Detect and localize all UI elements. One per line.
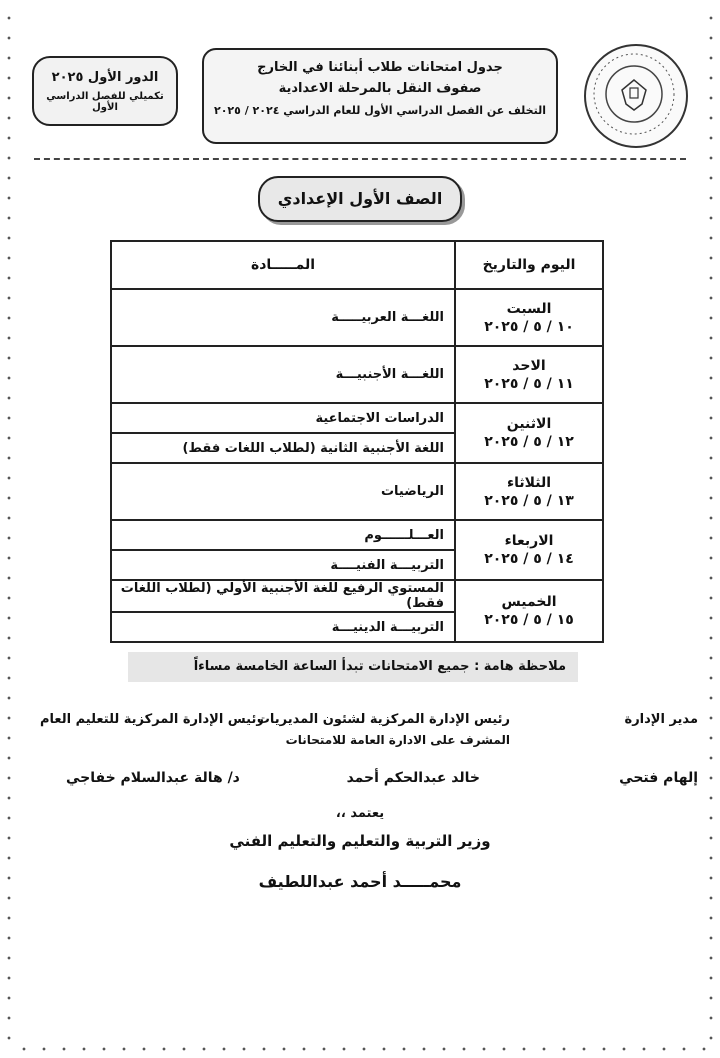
exam-schedule-table <box>110 240 604 643</box>
ministry-logo-icon <box>584 44 688 148</box>
subject-cell: الدراسات الاجتماعية <box>111 403 455 433</box>
subject-cell: التربيـــة الفنيــــة <box>111 550 455 580</box>
table-row <box>111 580 603 612</box>
day-name: الاحد <box>512 357 546 374</box>
approval-title: وزير التربية والتعليم والتعليم الفني <box>229 832 491 850</box>
logo-ring-icon <box>584 44 684 144</box>
document-subtitle-term: التخلف عن الفصل الدراسي الأول للعام الدراسي ٢٠٢٤ / ٢٠٢٥ <box>214 104 546 117</box>
day-date: ١٥ / ٥ / ٢٠٢٥ <box>484 612 574 628</box>
signature-title: رئيس الإدارة المركزية لشئون المديريات <box>256 712 510 727</box>
exam-round-box <box>32 56 178 126</box>
signature-name: د/ هالة عبدالسلام خفاجي <box>66 770 240 786</box>
day-name: السبت <box>506 300 552 317</box>
day-name: الاربعاء <box>504 533 554 549</box>
approval-name: محمـــــد أحمد عبداللطيف <box>258 872 462 891</box>
signature-title: رئيس الإدارة المركزية للتعليم العام <box>40 712 264 727</box>
subject-cell: التربيـــة الدينيـــة <box>111 612 455 642</box>
header-day-date: اليوم والتاريخ <box>455 241 603 289</box>
signature-central-directorates <box>257 712 510 747</box>
signature-subtitle: المشرف على الادارة العامة للامتحانات <box>285 733 510 747</box>
signature-central-directorates-name <box>347 770 480 786</box>
signature-director <box>625 712 698 727</box>
exam-term-label: تكميلي للفصل الدراسي الأول <box>46 91 164 113</box>
day-cell <box>455 520 603 580</box>
signature-name: خالد عبدالحكم أحمد <box>346 770 480 786</box>
dotted-border-right <box>706 8 716 1050</box>
signature-general-education <box>40 712 264 727</box>
signature-general-education-name <box>66 770 240 786</box>
table-row <box>111 289 603 346</box>
signature-director-name <box>619 770 698 786</box>
day-cell <box>455 346 603 403</box>
day-name: الثلاثاء <box>506 474 552 491</box>
table-header-row <box>111 241 603 289</box>
important-note <box>128 652 578 682</box>
dotted-border-bottom <box>14 1044 706 1054</box>
day-date: ١٣ / ٥ / ٢٠٢٥ <box>484 492 574 509</box>
document-title-box <box>202 48 558 144</box>
day-cell <box>455 580 603 642</box>
header-subject: المـــــادة <box>111 241 455 289</box>
approval-label: يعتمد ،، <box>335 806 385 821</box>
day-date: ١٢ / ٥ / ٢٠٢٥ <box>484 434 574 450</box>
day-name: الخميس <box>501 594 557 610</box>
signature-title: مدير الإدارة <box>624 712 698 727</box>
document-subtitle: صفوف النقل بالمرحلة الاعدادية <box>278 81 482 96</box>
subject-cell: العـــلــــــوم <box>111 520 455 550</box>
day-date: ١٠ / ٥ / ٢٠٢٥ <box>484 318 574 335</box>
day-cell <box>455 289 603 346</box>
table-row <box>111 346 603 403</box>
day-cell <box>455 463 603 520</box>
day-date: ١٤ / ٥ / ٢٠٢٥ <box>484 551 574 567</box>
day-name: الاثنين <box>506 416 552 432</box>
dotted-border-left <box>4 8 14 1050</box>
table-row <box>111 520 603 550</box>
grade-title: الصف الأول الإعدادي <box>258 176 462 222</box>
important-note-text: ملاحظة هامة : جميع الامتحانات تبدأ الساعة الخامسة مساءاً <box>193 659 566 674</box>
subject-cell: اللغة الأجنبية الثانية (لطلاب اللغات فقط) <box>111 433 455 463</box>
subject-cell: اللغـــة العربيـــــة <box>111 289 455 346</box>
header-divider <box>34 158 686 160</box>
document-title: جدول امتحانات طلاب أبنائنا في الخارج <box>257 60 503 75</box>
day-date: ١١ / ٥ / ٢٠٢٥ <box>484 375 574 392</box>
table-row <box>111 463 603 520</box>
table-row <box>111 403 603 433</box>
subject-cell: اللغـــة الأجنبيـــة <box>111 346 455 403</box>
exam-round-label: الدور الأول ٢٠٢٥ <box>51 70 159 85</box>
subject-cell: المستوي الرفيع للغة الأجنبية الأولي (لطلاب اللغات فقط) <box>111 580 455 612</box>
subject-cell: الرياضيات <box>111 463 455 520</box>
day-cell <box>455 403 603 463</box>
signature-name: إلهام فتحي <box>619 770 698 786</box>
